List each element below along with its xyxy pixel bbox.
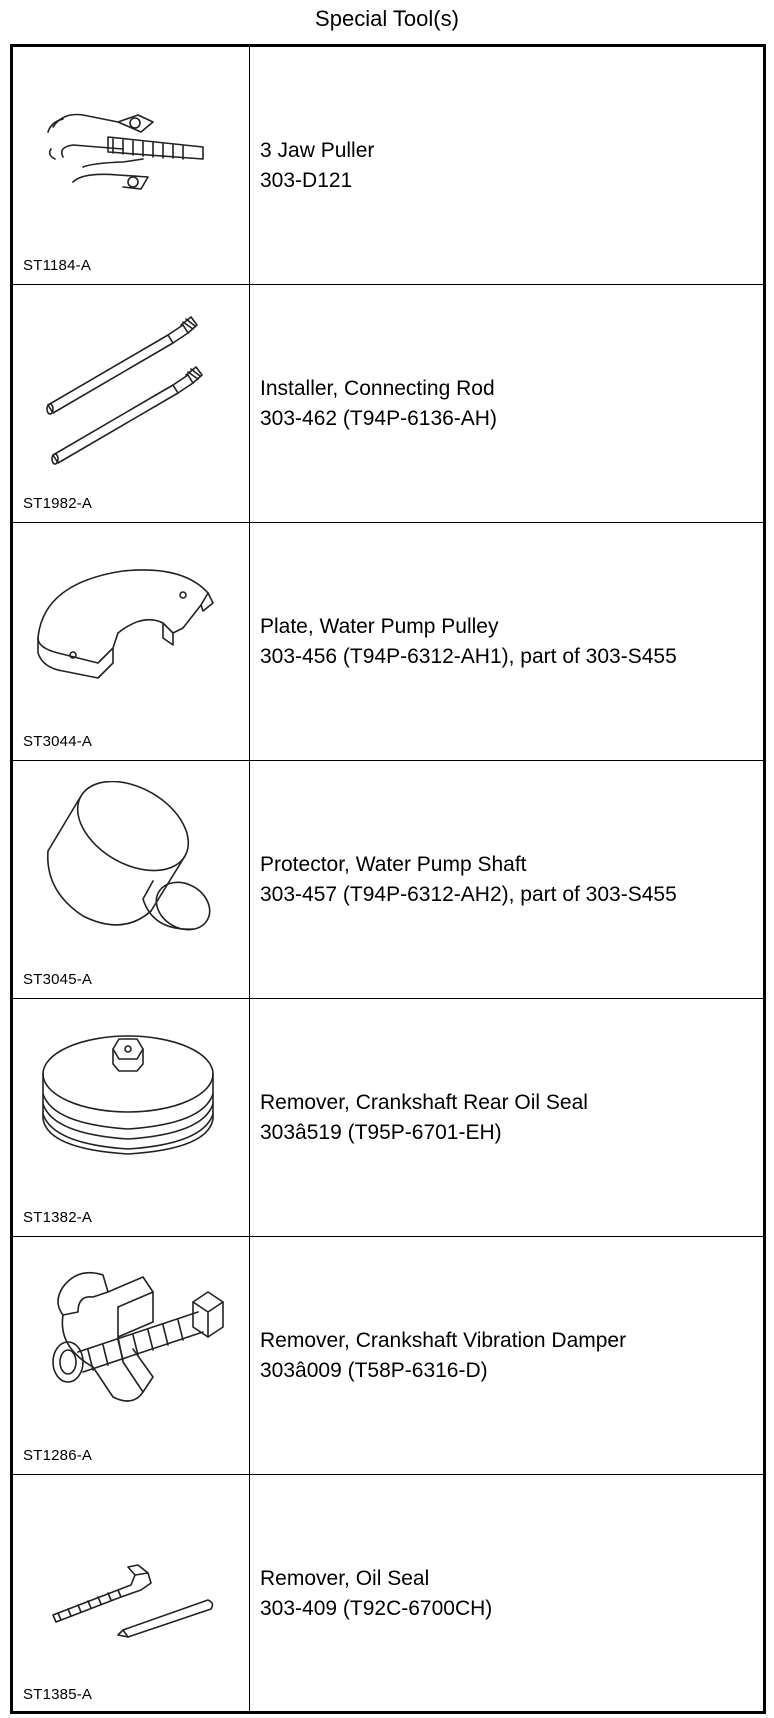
tool-image-cell xyxy=(13,1237,250,1474)
tool-image-cell xyxy=(13,1475,250,1713)
tool-name: 3 Jaw Puller xyxy=(260,138,375,162)
tool-name: Plate, Water Pump Pulley xyxy=(260,614,499,638)
page-title: Special Tool(s) xyxy=(315,6,459,31)
tool-image-cell xyxy=(13,285,250,522)
tool-number: 303â519 (T95P-6701-EH) xyxy=(260,1120,502,1144)
tool-image-cell xyxy=(13,523,250,760)
tool-image-cell xyxy=(13,761,250,998)
tool-name: Protector, Water Pump Shaft xyxy=(260,852,527,876)
tool-name: Installer, Connecting Rod xyxy=(260,376,495,400)
tool-code: ST3044-A xyxy=(23,733,93,750)
tool-description-cell xyxy=(250,47,763,284)
vibration-damper-remover-icon xyxy=(23,1257,238,1427)
tool-code: ST1982-A xyxy=(23,495,93,512)
tool-description-cell xyxy=(250,999,763,1236)
rear-oil-seal-remover-icon xyxy=(23,1019,238,1189)
water-pump-pulley-plate-icon xyxy=(23,543,238,713)
table-row xyxy=(13,999,763,1237)
tool-number: 303-D121 xyxy=(260,168,353,192)
tool-description-cell xyxy=(250,523,763,760)
tool-code: ST3045-A xyxy=(23,971,93,988)
tool-code: ST1184-A xyxy=(23,257,92,274)
tool-number: 303-457 (T94P-6312-AH2), part of 303-S455 xyxy=(260,882,677,906)
tool-description-cell xyxy=(250,285,763,522)
tool-name: Remover, Oil Seal xyxy=(260,1567,430,1590)
table-row xyxy=(13,1475,763,1713)
tool-code: ST1385-A xyxy=(23,1686,93,1703)
tool-number: 303â009 (T58P-6316-D) xyxy=(260,1358,488,1382)
water-pump-shaft-protector-icon xyxy=(23,781,238,951)
special-tools-table xyxy=(10,44,766,1714)
tool-description-cell xyxy=(250,761,763,998)
table-row xyxy=(13,1237,763,1475)
tool-number: 303-456 (T94P-6312-AH1), part of 303-S455 xyxy=(260,644,677,668)
tool-number: 303-462 (T94P-6136-AH) xyxy=(260,406,497,430)
tool-number: 303-409 (T92C-6700CH) xyxy=(260,1597,493,1620)
tool-code: ST1286-A xyxy=(23,1447,93,1464)
table-row xyxy=(13,285,763,523)
tool-image-cell xyxy=(13,999,250,1236)
tool-description-cell xyxy=(250,1475,763,1713)
tool-name: Remover, Crankshaft Vibration Damper xyxy=(260,1328,627,1352)
table-row xyxy=(13,761,763,999)
table-row xyxy=(13,47,763,285)
tool-name: Remover, Crankshaft Rear Oil Seal xyxy=(260,1090,588,1114)
tool-description-cell xyxy=(250,1237,763,1474)
oil-seal-remover-icon xyxy=(23,1495,238,1665)
three-jaw-puller-icon xyxy=(23,67,238,237)
tool-code: ST1382-A xyxy=(23,1209,93,1226)
tool-image-cell xyxy=(13,47,250,284)
connecting-rod-installer-icon xyxy=(23,305,238,475)
table-row xyxy=(13,523,763,761)
